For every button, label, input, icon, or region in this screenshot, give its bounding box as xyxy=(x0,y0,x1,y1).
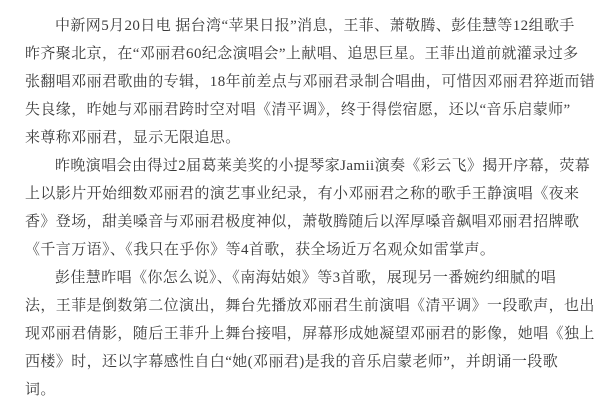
text-line: 词。 xyxy=(25,382,56,398)
text-line: 西楼》时，还以字幕感性自白“她(邓丽君)是我的音乐启蒙老师”，并朗诵一段歌 xyxy=(25,354,559,370)
text-line: 现邓丽君倩影，随后王菲升上舞台接唱，屏幕形成她凝望邓丽君的影像，她唱《独上 xyxy=(25,326,595,342)
text-line: 昨晚演唱会由得过2届葛莱美奖的小提琴家Jamii演奏《彩云飞》揭开序幕，荧幕 xyxy=(55,158,591,174)
text-line: 中新网5月20日电 据台湾“苹果日报”消息，王菲、萧敬腾、彭佳慧等12组歌手 xyxy=(55,18,575,34)
text-line: 上以影片开始细数邓丽君的演艺事业纪录，有小邓丽君之称的歌手王静演唱《夜来 xyxy=(25,186,580,202)
text-line: 彭佳慧昨唱《你怎么说》、《南海姑娘》等3首歌，展现另一番婉约细腻的唱 xyxy=(55,270,557,286)
text-line: 失良缘，昨她与邓丽君跨时空对唱《清平调》，终于得偿宿愿，还以“音乐启蒙师” xyxy=(25,102,571,118)
paragraph xyxy=(25,264,595,404)
paragraph xyxy=(25,12,596,152)
text-line: 《千言万语》、《我只在乎你》等4首歌，获全场近万名观众如雷掌声。 xyxy=(25,242,496,258)
text-line: 来尊称邓丽君，显示无限追思。 xyxy=(25,130,241,146)
text-line: 香》登场，甜美嗓音与邓丽君极度神似，萧敬腾随后以浑厚嗓音飙唱邓丽君招牌歌 xyxy=(25,214,580,230)
paragraph xyxy=(25,152,591,264)
text-line: 张翻唱邓丽君歌曲的专辑，18年前差点与邓丽君录制合唱曲，可惜因邓丽君猝逝而错 xyxy=(25,74,596,90)
text-line: 昨齐聚北京，在“邓丽君60纪念演唱会”上献唱、追思巨星。王菲出道前就灌录过多 xyxy=(25,46,579,62)
text-line: 法，王菲是倒数第二位演出，舞台先播放邓丽君生前演唱《清平调》一段歌声，也出 xyxy=(25,298,595,314)
